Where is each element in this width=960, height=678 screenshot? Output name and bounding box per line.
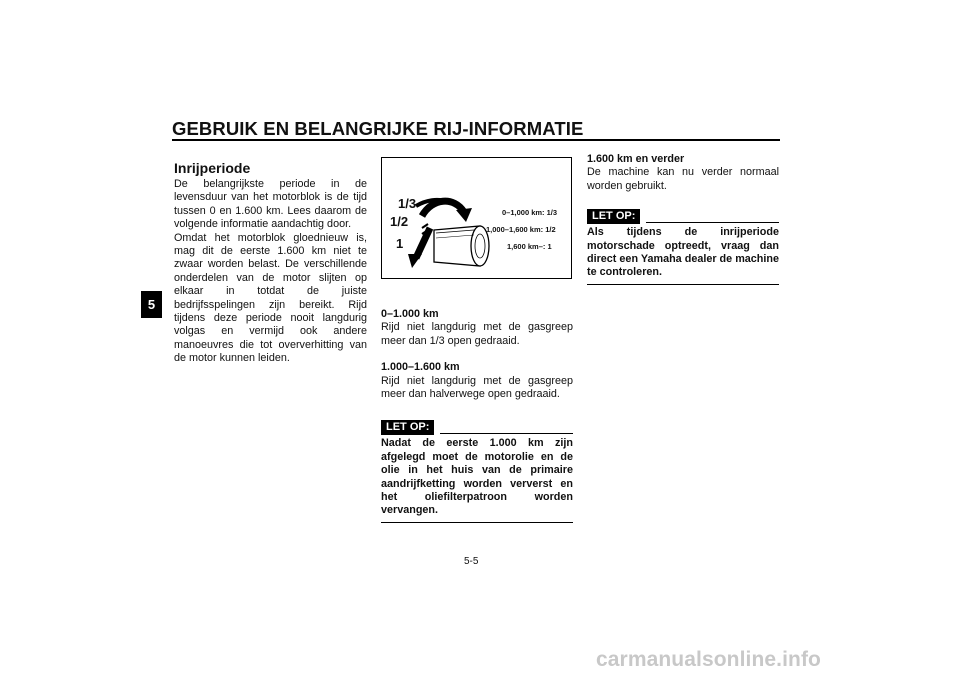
figure-label-one-third: 1/3 (398, 196, 417, 211)
figure-label-one-half: 1/2 (390, 214, 409, 229)
subsection-text: Rijd niet langdurig met de gasgreep meer dan halverwege open gedraaid. (381, 374, 573, 401)
chapter-tab: 5 (141, 291, 162, 318)
note-text: Als tijdens de inrijperiode motorschade optreedt, vraag dan direct een Yamaha dealer de machine te controleren. (587, 226, 779, 285)
note-label: LET OP: (381, 420, 434, 435)
right-column (587, 153, 779, 285)
subsection-title: 1.600 km en verder (587, 153, 685, 165)
left-column (174, 160, 367, 366)
note-rule (646, 222, 779, 223)
subsection-title: 0–1.000 km (381, 308, 439, 320)
throttle-grip-illustration (382, 158, 573, 280)
watermark: carmanualsonline.info (596, 648, 821, 671)
subsection-text: De machine kan nu verder normaal worden gebruikt. (587, 166, 779, 192)
header-rule (172, 139, 780, 141)
figure-label-full: 1 (396, 236, 404, 251)
note-rule (440, 433, 573, 434)
throttle-figure (381, 157, 572, 279)
note-label: LET OP: (587, 209, 640, 224)
note-text: Nadat de eerste 1.000 km zijn afgelegd moet de motorolie en de olie in het huis van de primaire aandrijfketting worden ververst en het oliefilterpatroon worden vervangen. (381, 437, 573, 522)
page-number: 5-5 (464, 556, 479, 567)
subsection-text: Rijd niet langdurig met de gasgreep meer dan 1/3 open gedraaid. (381, 321, 573, 347)
note-block (587, 205, 779, 285)
middle-column (381, 308, 573, 523)
note-block (381, 416, 573, 522)
figure-legend-2: 1,000–1,600 km: 1/2 (486, 225, 556, 234)
figure-legend-3: 1,600 km–: 1 (507, 242, 552, 251)
intro-paragraph: De belangrijkste periode in de levensduur van het motorblok is de tijd tussen 0 en 1.600 km. Lees daarom de volgende informatie aandachtig door. (174, 178, 367, 231)
figure-legend-1: 0–1,000 km: 1/3 (502, 208, 558, 217)
page-title: GEBRUIK EN BELANGRIJKE RIJ-INFORMATIE (172, 118, 584, 139)
body-paragraph: Omdat het motorblok gloednieuw is, mag dit de eerste 1.600 km niet te zwaar worden belast. De verschillende onderdelen van de motor slijten op elkaar in totdat de juiste bedrijfsspelingen zijn bereikt. Rijd tijdens deze periode nooit langdurig volgas en vermijd ook andere manoeuvres die tot oververhitting van de motor kunnen leiden. (174, 231, 367, 365)
subsection-title: 1.000–1.600 km (381, 361, 460, 374)
section-heading: Inrijperiode (174, 160, 251, 176)
